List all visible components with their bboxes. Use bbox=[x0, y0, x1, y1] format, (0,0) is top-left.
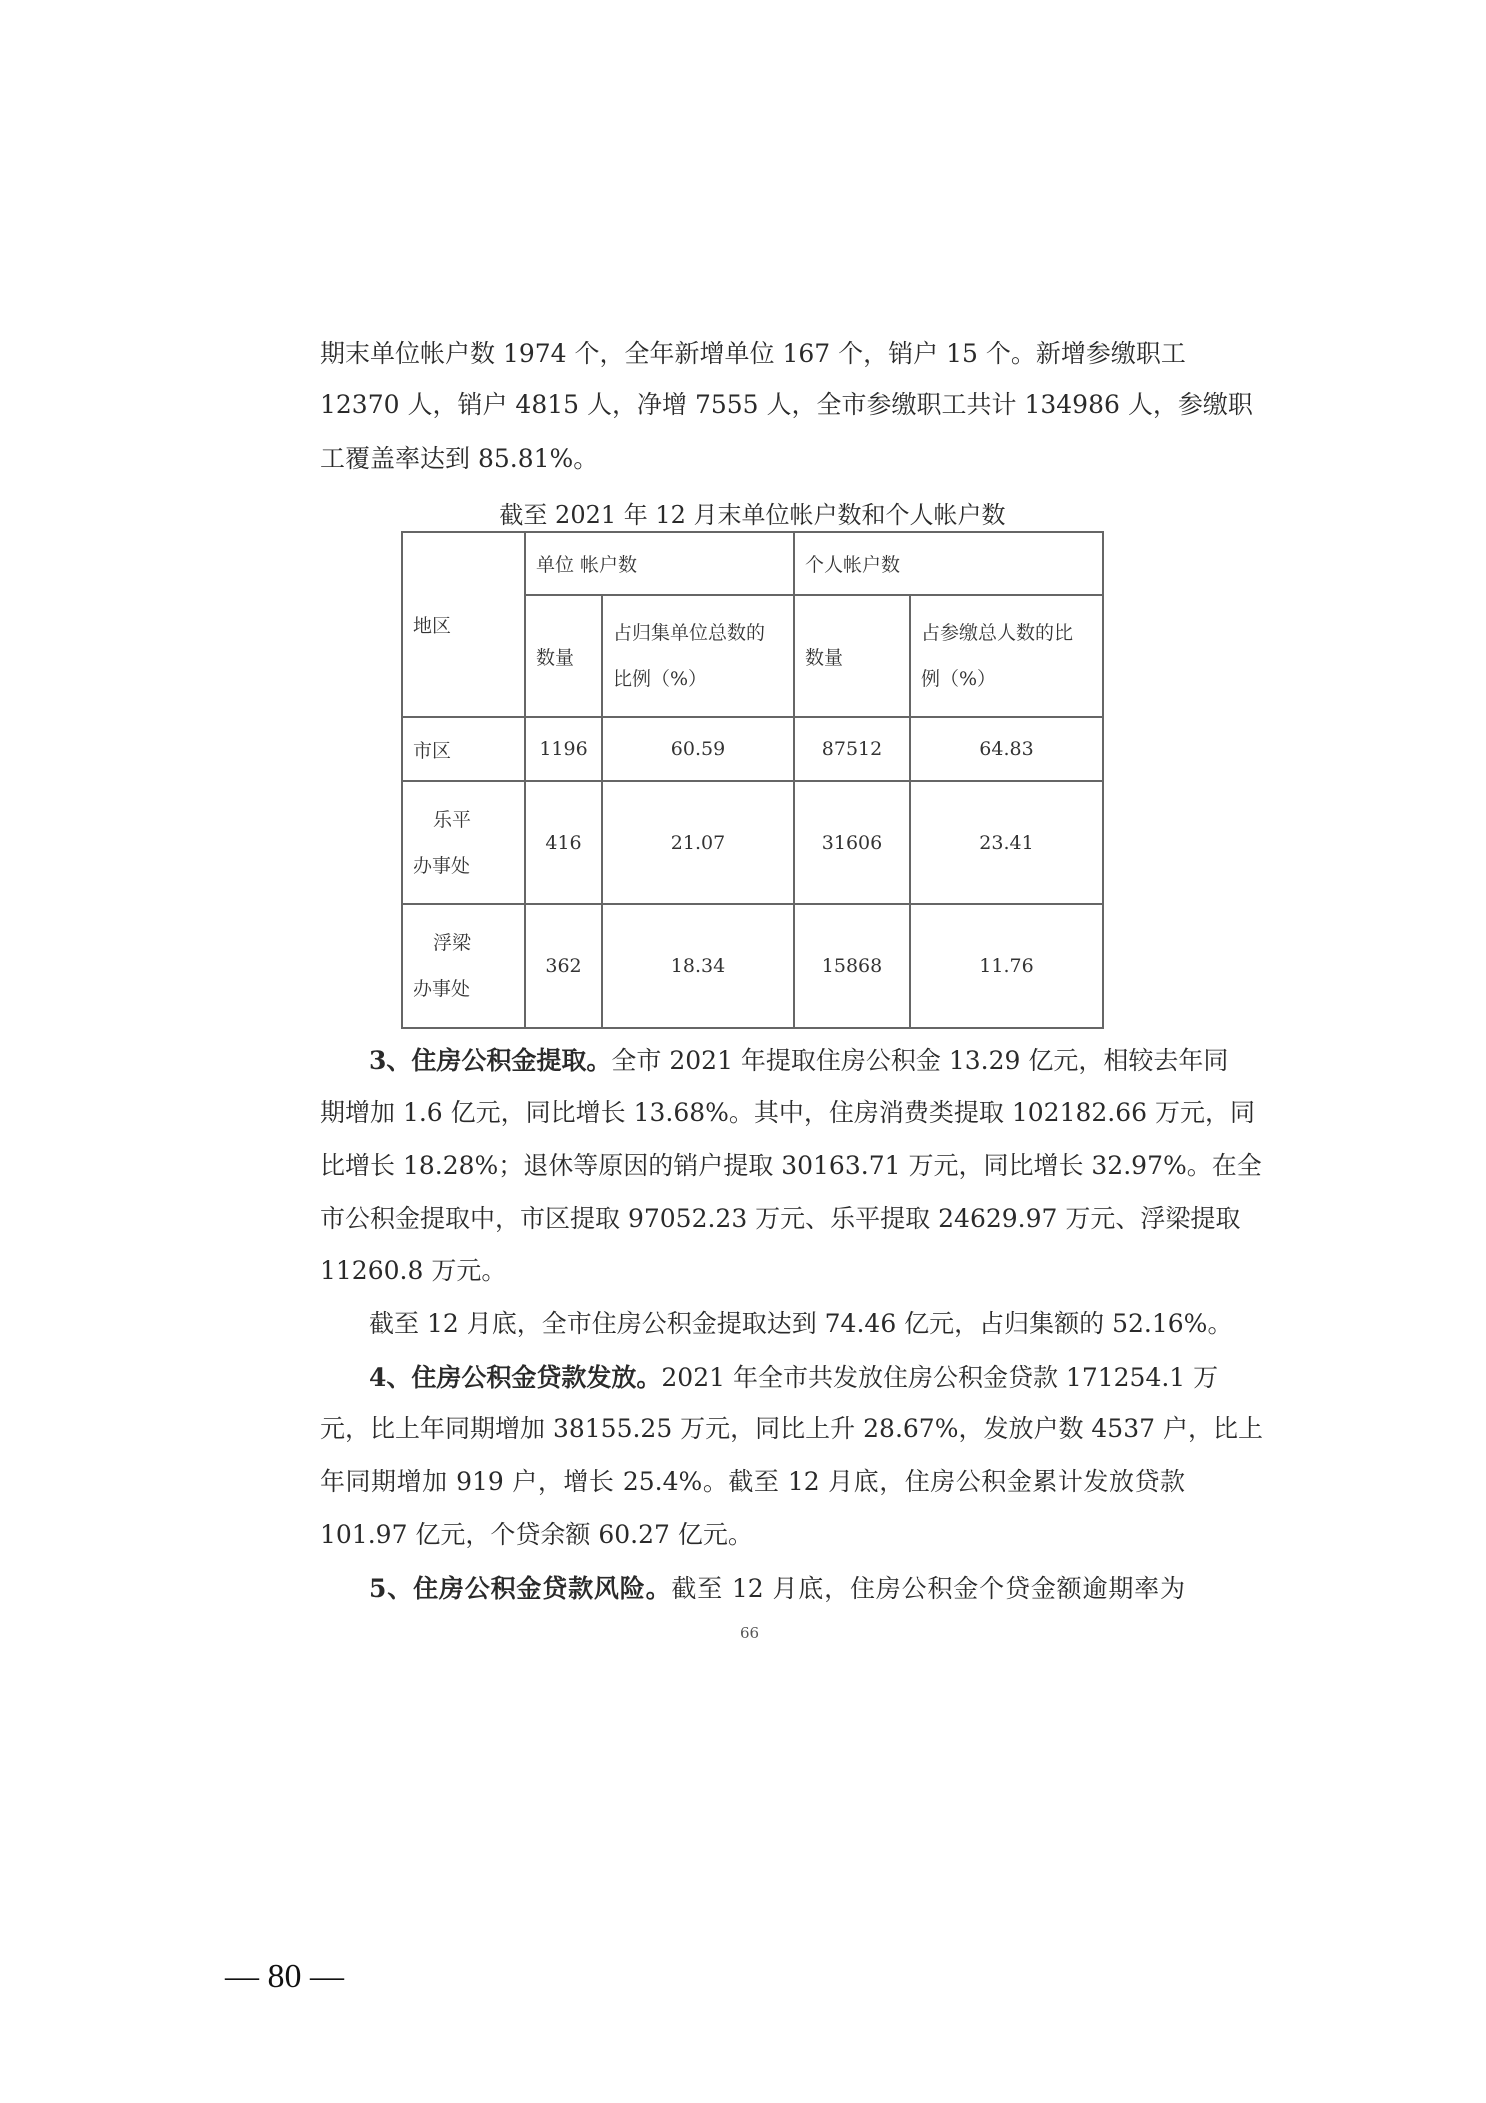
cell-person-count: 87512 bbox=[794, 717, 910, 781]
header-unit-ratio: 占归集单位总数的 比例（%） bbox=[602, 595, 794, 717]
table-row bbox=[402, 904, 1103, 1028]
cell-unit-count: 416 bbox=[525, 781, 602, 904]
text-line: 市公积金提取中，市区提取 97052.23 万元、乐平提取 24629.97 万元、浮梁提取 bbox=[320, 1204, 1241, 1233]
section-heading: 3、住房公积金提取。 bbox=[369, 1046, 612, 1075]
text-line: 3、住房公积金提取。全市 2021 年提取住房公积金 13.29 亿元，相较去年同 bbox=[369, 1046, 1229, 1075]
text-line: 101.97 亿元，个贷余额 60.27 亿元。 bbox=[320, 1520, 753, 1549]
cell-unit-pct: 21.07 bbox=[602, 781, 794, 904]
cell-unit-pct: 60.59 bbox=[602, 717, 794, 781]
table-row bbox=[402, 717, 1103, 781]
paragraph-withdrawal-total: 截至 12 月底，全市住房公积金提取达到 74.46 亿元，占归集额的 52.16%。 bbox=[369, 1309, 1233, 1338]
text-line: 工覆盖率达到 85.81%。 bbox=[320, 444, 599, 473]
accounts-table bbox=[401, 531, 1104, 1029]
table-caption: 截至 2021 年 12 月末单位帐户数和个人帐户数 bbox=[499, 501, 1006, 529]
text-line: 元，比上年同期增加 38155.25 万元，同比上升 28.67%，发放户数 4537 户，比上 bbox=[320, 1414, 1263, 1443]
cell-person-count: 31606 bbox=[794, 781, 910, 904]
text-line: 12370 人，销户 4815 人，净增 7555 人，全市参缴职工共计 134986 人，参缴职 bbox=[320, 390, 1253, 419]
text-line: 5、住房公积金贷款风险。截至 12 月底，住房公积金个贷金额逾期率为 bbox=[369, 1574, 1185, 1603]
header-unit-accounts: 单位 帐户数 bbox=[525, 532, 794, 595]
inner-page-number: 66 bbox=[740, 1624, 760, 1642]
cell-unit-count: 362 bbox=[525, 904, 602, 1028]
cell-unit-pct: 18.34 bbox=[602, 904, 794, 1028]
text-line: 期末单位帐户数 1974 个，全年新增单位 167 个，销户 15 个。新增参缴职工 bbox=[320, 339, 1186, 368]
cell-person-pct: 23.41 bbox=[910, 781, 1103, 904]
cell-region: 浮梁 办事处 bbox=[402, 904, 525, 1028]
cell-region: 乐平 办事处 bbox=[402, 781, 525, 904]
cell-unit-count: 1196 bbox=[525, 717, 602, 781]
page-number: — 80 — bbox=[225, 1958, 344, 1995]
cell-person-pct: 11.76 bbox=[910, 904, 1103, 1028]
text-line: 期增加 1.6 亿元，同比增长 13.68%。其中，住房消费类提取 102182.66 万元，同 bbox=[320, 1098, 1256, 1127]
text-line: 11260.8 万元。 bbox=[320, 1256, 507, 1285]
section-heading: 5、住房公积金贷款风险。 bbox=[369, 1574, 672, 1603]
header-unit-qty: 数量 bbox=[525, 595, 602, 717]
cell-region: 市区 bbox=[402, 717, 525, 781]
cell-person-pct: 64.83 bbox=[910, 717, 1103, 781]
text-line: 4、住房公积金贷款发放。2021 年全市共发放住房公积金贷款 171254.1 万 bbox=[369, 1363, 1219, 1392]
text-line: 年同期增加 919 户，增长 25.4%。截至 12 月底，住房公积金累计发放贷款 bbox=[320, 1467, 1185, 1496]
section-heading: 4、住房公积金贷款发放。 bbox=[369, 1363, 662, 1392]
cell-person-count: 15868 bbox=[794, 904, 910, 1028]
text-line: 比增长 18.28%；退休等原因的销户提取 30163.71 万元，同比增长 32.97%。在全 bbox=[320, 1151, 1262, 1180]
header-person-ratio: 占参缴总人数的比 例（%） bbox=[910, 595, 1103, 717]
header-person-qty: 数量 bbox=[794, 595, 910, 717]
header-person-accounts: 个人帐户数 bbox=[794, 532, 1103, 595]
table-row bbox=[402, 781, 1103, 904]
header-region: 地区 bbox=[402, 532, 525, 717]
